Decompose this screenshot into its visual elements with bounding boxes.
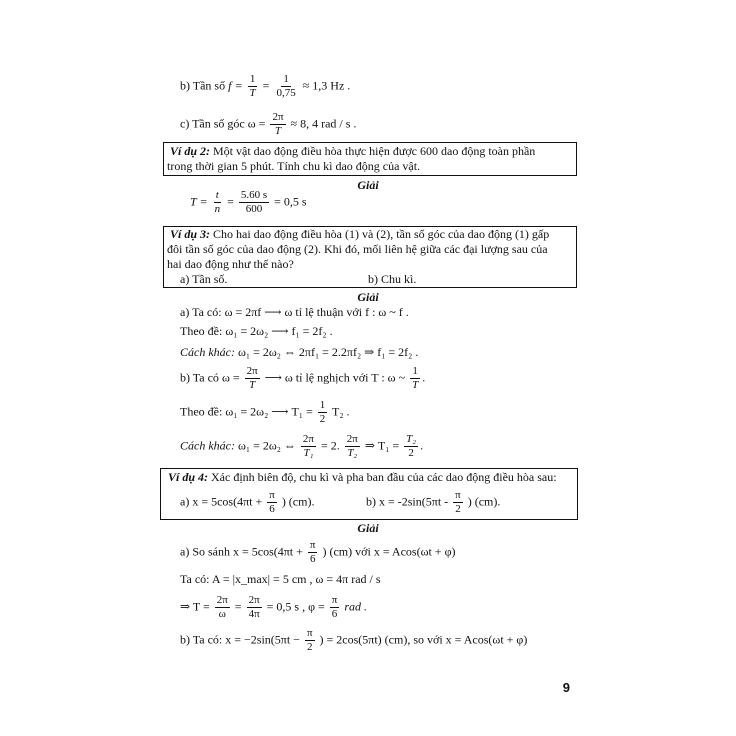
example-3-option-b: b) Chu kì.	[368, 272, 417, 286]
text: ≈ 1,3 Hz .	[302, 78, 351, 93]
fraction: $\frac{1}{T}$	[249, 73, 256, 99]
text: Theo đề: ω₁ = 2ω₂ ⟶ T₁ =	[180, 404, 313, 419]
fraction: $\frac{1}{T}$	[412, 365, 419, 391]
period-line: T = $\frac{t}{n}$ = $\frac{5.60 s}{600}$ = 0,5 s	[190, 189, 307, 215]
formula: ) (cm).	[281, 494, 315, 509]
formula: a) x = 5cos(4πt +	[180, 494, 263, 509]
solution-line	[180, 400, 350, 425]
example-4-option-a	[180, 490, 314, 515]
fraction: $\frac{2\pi}{\text{T₁}}$	[302, 433, 314, 459]
fraction: $\frac{2\pi}{T}$	[272, 111, 284, 137]
fraction: $\frac{\pi}{6}$	[331, 594, 338, 620]
angular-freq-line	[180, 112, 356, 137]
fraction: $\frac{2\pi}{\text{T₂}}$	[346, 433, 358, 459]
solution-line	[180, 540, 456, 565]
text: = 0,5 s	[274, 194, 307, 209]
formula: b) x = -2sin(5πt -	[366, 494, 449, 509]
example-4-option-b	[366, 490, 500, 515]
solution-heading: Giải	[357, 178, 379, 192]
freq-line: b) Tần số f = $\frac{1}{T}$ = $\frac{1}{0,75}$ ≈ 1,3 Hz .	[180, 73, 351, 99]
fraction: $\frac{\pi}{6}$	[309, 539, 316, 565]
solution-line: Ta có: A = |x_max| = 5 cm , ω = 4π rad / s	[180, 572, 381, 586]
fraction: $\frac{1}{0,75}$	[276, 73, 296, 99]
fraction: $\frac{\text{T₂}}{2}$	[406, 433, 417, 459]
example-3-option-a: a) Tần số.	[180, 272, 228, 286]
solution-line: a) Ta có: ω = 2πf ⟶ ω tỉ lệ thuận với f : ω ~ f .	[180, 305, 409, 319]
solution-heading: Giải	[357, 290, 379, 304]
example-3-line-1	[170, 227, 549, 242]
text: ≈ 8, 4 rad / s .	[290, 116, 357, 131]
text: T₂ .	[332, 404, 350, 419]
fraction: $\frac{1}{2}$	[319, 399, 326, 425]
formula: ω₁ = 2ω₂ ⇔	[237, 438, 296, 453]
formula: ) = 2cos(5πt) (cm), so với x = Acos(ωt + φ)	[319, 632, 528, 647]
formula: ⇒ T =	[180, 599, 210, 614]
example-4-line-1	[168, 470, 557, 485]
text: Xác định biên độ, chu kì và pha ban đầu của các dao động điều hòa sau:	[211, 470, 557, 484]
example-label: Ví dụ 2:	[170, 144, 211, 158]
fraction: $\frac{2\pi}{\omega}$	[216, 594, 228, 620]
formula: rad .	[344, 599, 367, 614]
formula: =	[234, 599, 242, 614]
text: b) Ta có	[180, 370, 219, 385]
formula: a) So sánh x = 5cos(4πt +	[180, 544, 303, 559]
fraction: $\frac{\pi}{2}$	[306, 627, 313, 653]
formula: = 0,5 s , φ =	[266, 599, 325, 614]
text: Cho hai dao động điều hòa (1) và (2), tần số góc của dao động (1) gấp	[213, 227, 550, 241]
page-number: 9	[562, 680, 570, 695]
solution-line: Theo đề: ω₁ = 2ω₂ ⟶ f₁ = 2f₂ .	[180, 324, 333, 338]
example-2-line-2: trong thời gian 5 phút. Tính chu kì dao động của vật.	[167, 159, 421, 173]
text: ⟶ ω tỉ lệ nghịch với T : ω ~	[264, 370, 406, 385]
example-label: Ví dụ 4:	[168, 470, 209, 484]
fraction: $\frac{\pi}{2}$	[455, 489, 461, 515]
fraction: $\frac{t}{n}$	[214, 189, 221, 215]
fraction: $\frac{5.60 s}{600}$	[240, 189, 268, 215]
alternative-label: Cách khác:	[180, 345, 235, 359]
formula: T =	[190, 194, 208, 209]
formula: ⇒ T₁ =	[364, 438, 400, 453]
text: b) Tần số	[180, 78, 226, 93]
example-3-line-2: đôi tần số góc của dao động (2). Khi đó, mối liên hệ giữa các đại lượng sau của	[167, 242, 548, 256]
example-label: Ví dụ 3:	[170, 227, 211, 241]
text: c) Tần số góc	[180, 116, 245, 131]
fraction: $\frac{2\pi}{T}$	[246, 365, 258, 391]
example-3-line-3: hai dao động như thế nào?	[167, 257, 294, 271]
formula: ω =	[247, 116, 266, 131]
example-2-line-1	[170, 144, 535, 159]
text: Một vật dao động điều hòa thực hiện được 600 dao động toàn phần	[213, 144, 536, 158]
solution-line	[180, 595, 367, 620]
alternative-label: Cách khác:	[180, 438, 235, 453]
fraction: $\frac{\pi}{6}$	[269, 489, 275, 515]
formula: f =	[228, 78, 243, 93]
formula: ) (cm) với x = Acos(ωt + φ)	[322, 544, 456, 559]
solution-line	[180, 628, 527, 653]
alternative-line: Cách khác: ω₁ = 2ω₂ ⇔ $\frac{2\pi}{\text{T₁}}$ = 2. $\frac{2\pi}{\text{T₂}}$ ⇒ T₁ = $\frac{\text{T₂}}{2}$ .	[180, 433, 424, 459]
formula: ω =	[221, 370, 240, 385]
formula: b) Ta có: x = −2sin(5πt −	[180, 632, 300, 647]
solution-line: b) Ta có ω = $\frac{2\pi}{T}$ ⟶ ω tỉ lệ nghịch với T : ω ~ $\frac{1}{T}$ .	[180, 365, 426, 391]
solution-heading: Giải	[357, 521, 379, 535]
alternative-line	[180, 345, 418, 360]
formula: = 2.	[320, 438, 340, 453]
formula: ω₁ = 2ω₂ ⇔ 2πf₁ = 2.2πf₂ ⇒ f₁ = 2f₂ .	[237, 345, 419, 359]
formula: ) (cm).	[467, 494, 501, 509]
fraction: $\frac{2\pi}{4\pi}$	[248, 594, 260, 620]
